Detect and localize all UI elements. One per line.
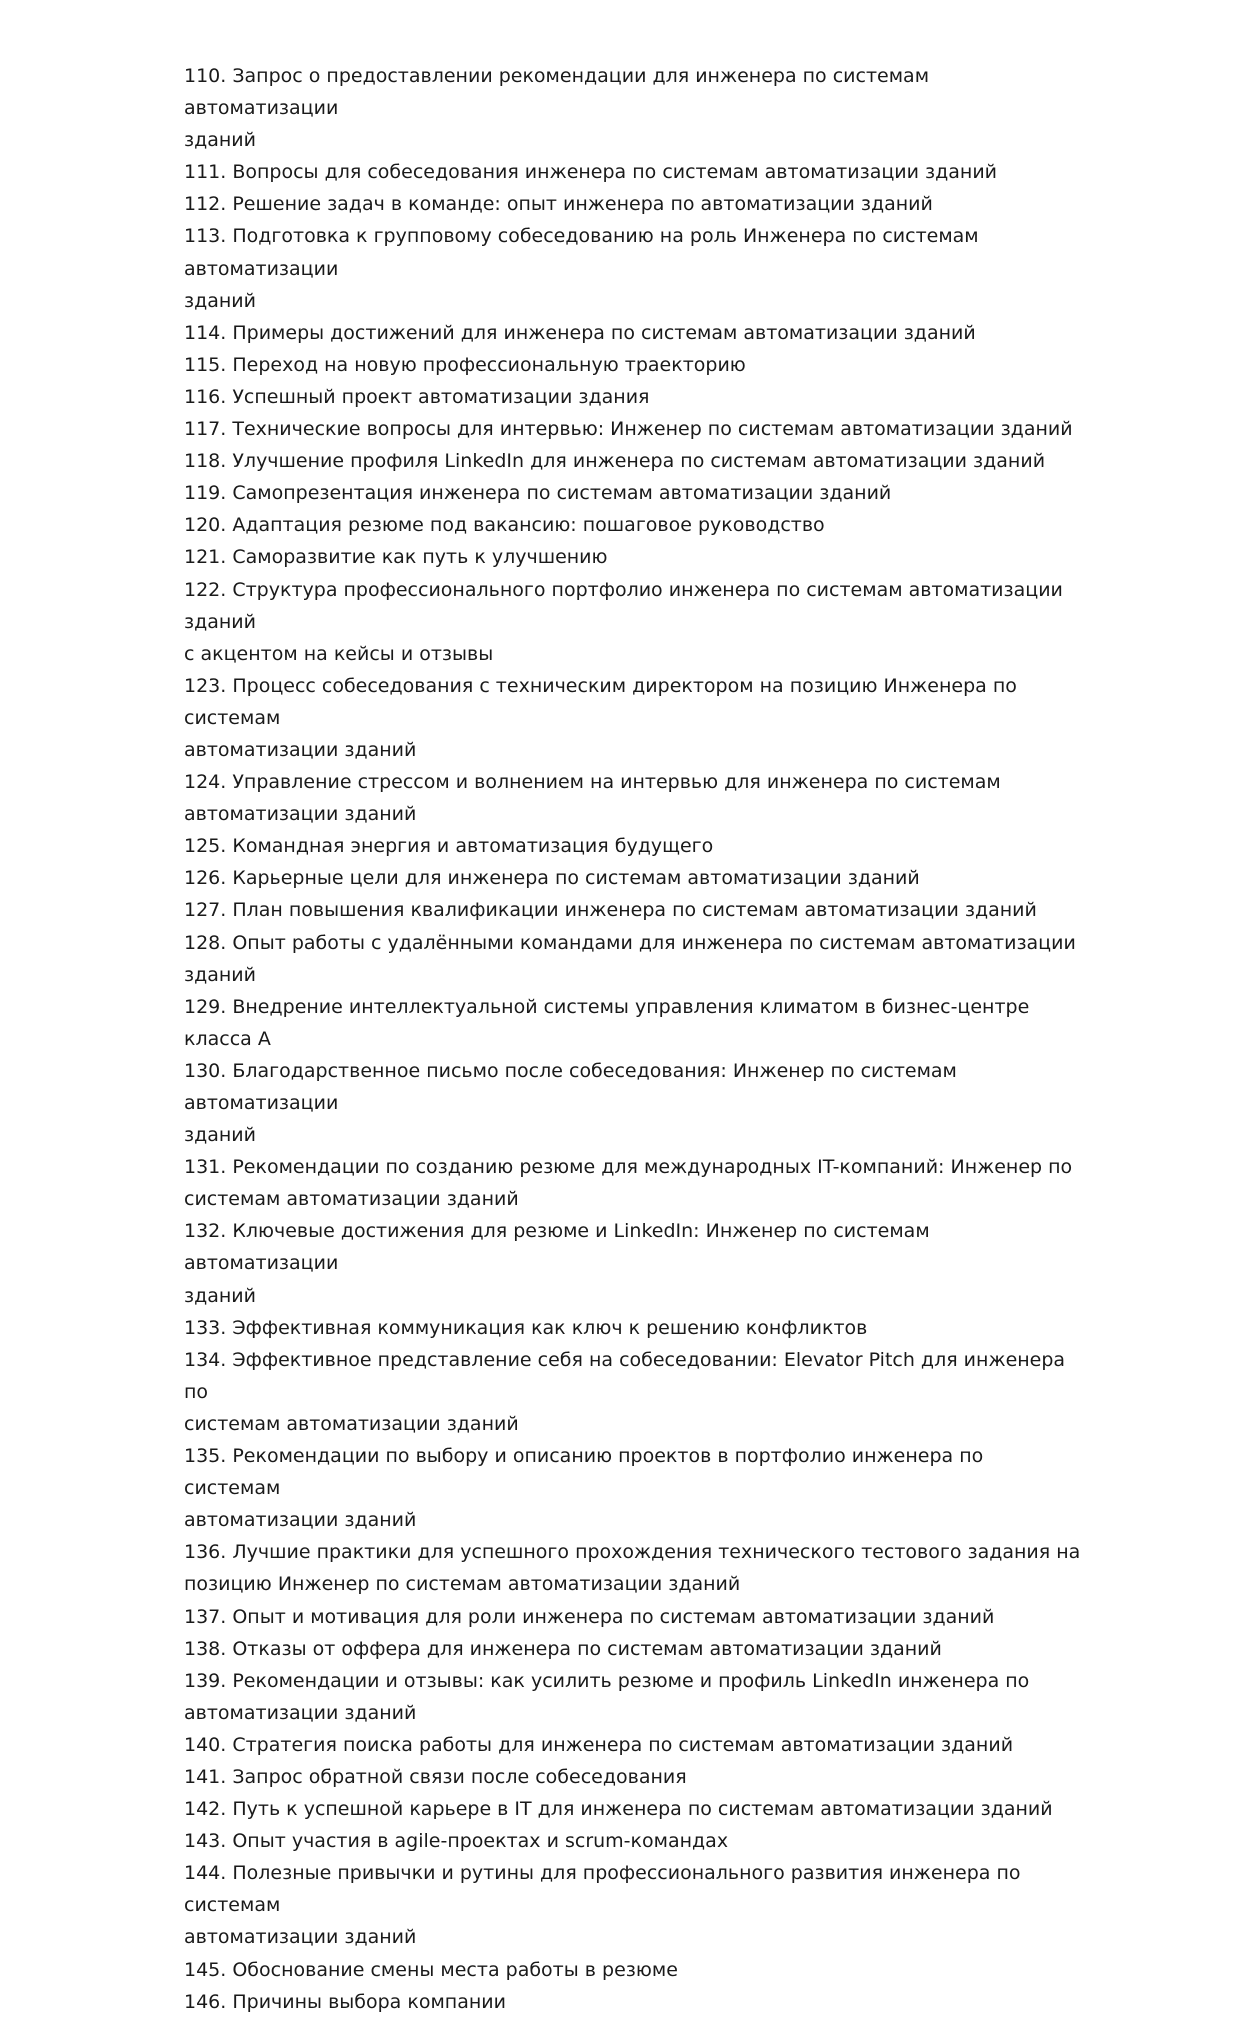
list-item: 144. Полезные привычки и рутины для профессионального развития инженера по системам автоматизации зданий [184,1862,1021,1949]
list-item: 123. Процесс собеседования с техническим директором на позицию Инженера по системам автоматизации зданий [184,674,1017,761]
list-item: 135. Рекомендации по выбору и описанию проектов в портфолио инженера по системам автоматизации зданий [184,1445,984,1532]
list-item: 112. Решение задач в команде: опыт инженера по автоматизации зданий [184,193,933,216]
list-item: 141. Запрос обратной связи после собеседования [184,1765,687,1788]
list-item: 117. Технические вопросы для интервью: Инженер по системам автоматизации зданий [184,418,1073,441]
list-item: 133. Эффективная коммуникация как ключ к решению конфликтов [184,1316,868,1339]
list-item: 120. Адаптация резюме под вакансию: пошаговое руководство [184,514,825,537]
list-item: 126. Карьерные цели для инженера по системам автоматизации зданий [184,867,920,890]
list-item: 134. Эффективное представление себя на собеседовании: Elevator Pitch для инженера по системам автоматизации зданий [184,1348,1066,1435]
list-item: 142. Путь к успешной карьере в IT для инженера по системам автоматизации зданий [184,1798,1053,1821]
list-item: 128. Опыт работы с удалёнными командами для инженера по системам автоматизации зданий [184,931,1076,986]
list-item: 132. Ключевые достижения для резюме и LinkedIn: Инженер по системам автоматизации зданий [184,1220,930,1307]
list-item: 143. Опыт участия в agile-проектах и scrum-командах [184,1830,729,1853]
list-item: 131. Рекомендации по созданию резюме для международных IT-компаний: Инженер по системам автоматизации зданий [184,1156,1073,1211]
list-item: 139. Рекомендации и отзывы: как усилить резюме и профиль LinkedIn инженера по автоматизации зданий [184,1669,1030,1724]
list-item: 129. Внедрение интеллектуальной системы управления климатом в бизнес-центре класса А [184,995,1030,1050]
list-item: 111. Вопросы для собеседования инженера по системам автоматизации зданий [184,161,998,184]
list-item: 140. Стратегия поиска работы для инженера по системам автоматизации зданий [184,1733,1014,1756]
list-item: 127. План повышения квалификации инженера по системам автоматизации зданий [184,899,1037,922]
list-item: 115. Переход на новую профессиональную траекторию [184,353,746,376]
list-item: 116. Успешный проект автоматизации здания [184,385,650,408]
list-item: 145. Обоснование смены места работы в резюме [184,1958,678,1981]
list-item: 118. Улучшение профиля LinkedIn для инженера по системам автоматизации зданий [184,450,1046,473]
list-item: 114. Примеры достижений для инженера по системам автоматизации зданий [184,321,976,344]
list-item: 119. Самопрезентация инженера по системам автоматизации зданий [184,482,892,505]
list-item: 113. Подготовка к групповому собеседованию на роль Инженера по системам автоматизации зданий [184,225,979,312]
document-content [184,60,1084,2018]
list-item: 121. Саморазвитие как путь к улучшению [184,546,608,569]
list-item: 124. Управление стрессом и волнением на интервью для инженера по системам автоматизации зданий [184,771,1001,826]
list-item: 137. Опыт и мотивация для роли инженера по системам автоматизации зданий [184,1605,995,1628]
list-item: 122. Структура профессионального портфолио инженера по системам автоматизации зданий с акцентом на кейсы и отзывы [184,578,1063,665]
list-item: 138. Отказы от оффера для инженера по системам автоматизации зданий [184,1637,942,1660]
list-item: 110. Запрос о предоставлении рекомендации для инженера по системам автоматизации зданий [184,65,930,152]
list-item: 130. Благодарственное письмо после собеседования: Инженер по системам автоматизации зданий [184,1059,957,1147]
topic-list [184,60,1084,2018]
list-item: 125. Командная энергия и автоматизация будущего [184,835,714,858]
list-item: 136. Лучшие практики для успешного прохождения технического тестового задания на позицию Инженер по системам автоматизации зданий [184,1541,1081,1596]
list-item: 146. Причины выбора компании [184,1990,506,2013]
